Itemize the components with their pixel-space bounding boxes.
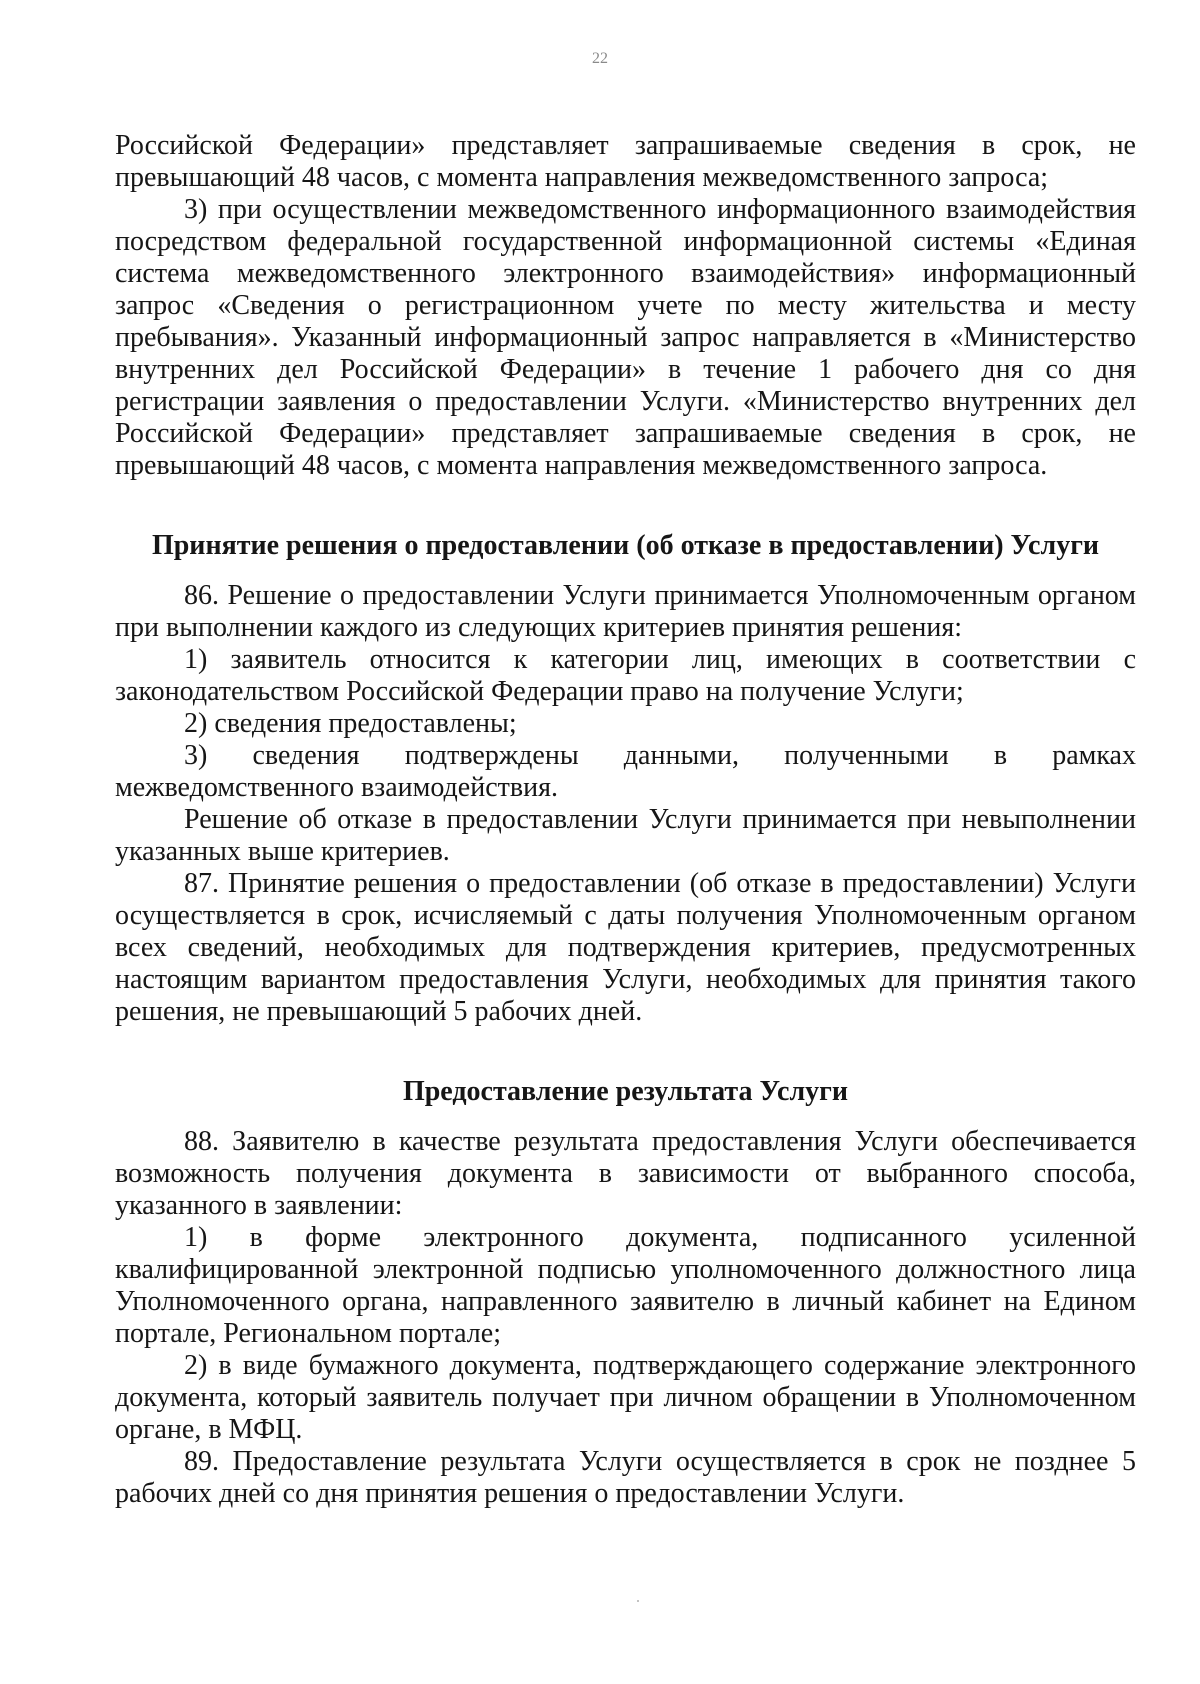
- page-number: 22: [592, 50, 608, 67]
- scan-speck: [637, 1600, 639, 1602]
- section-heading-result: Предоставление результата Услуги: [402, 1076, 849, 1107]
- section-heading-decision: Принятие решения о предоставлении (об отказе в предоставлении) Услуги: [151, 530, 1100, 561]
- paragraph-89: 89. Предоставление результата Услуги осуществляется в срок не позднее 5 рабочих дней со дня принятия решения о предоставлении Услуги.: [115, 1446, 1136, 1509]
- paragraph-refusal: Решение об отказе в предоставлении Услуги принимается при невыполнении указанных выше критериев.: [115, 804, 1136, 867]
- paragraph-86: 86. Решение о предоставлении Услуги принимается Уполномоченным органом при выполнении каждого из следующих критериев принятия решения:: [115, 580, 1136, 643]
- paragraph-86-item-1: 1) заявитель относится к категории лиц, имеющих в соответствии с законодательством Российской Федерации право на получение Услуги;: [115, 644, 1136, 707]
- document-body: [115, 130, 1136, 1510]
- paragraph-88: 88. Заявителю в качестве результата предоставления Услуги обеспечивается возможность получения документа в зависимости от выбранного способа, указанного в заявлении:: [115, 1126, 1136, 1221]
- paragraph-continuation: Российской Федерации» представляет запрашиваемые сведения в срок, не превышающий 48 часов, с момента направления межведомственного запроса;: [115, 130, 1136, 193]
- paragraph-86-item-2: 2) сведения предоставлены;: [184, 708, 517, 739]
- paragraph-87: 87. Принятие решения о предоставлении (об отказе в предоставлении) Услуги осуществляется в срок, исчисляемый с даты получения Уполномоченным органом всех сведений, необходимых для подтверждения критериев, предусмотренных настоящим вариантом предоставления Услуги, необходимых для принятия такого решения, не превышающий 5 рабочих дней.: [115, 868, 1136, 1027]
- paragraph-item-3: 3) при осуществлении межведомственного информационного взаимодействия посредством федеральной государственной информационной системы «Единая система межведомственного электронного взаимодействия» информационный запрос «Сведения о регистрационном учете по месту жительства и месту пребывания». Указанный информационный запрос направляется в «Министерство внутренних дел Российской Федерации» в течение 1 рабочего дня со дня регистрации заявления о предоставлении Услуги. «Министерство внутренних дел Российской Федерации» представляет запрашиваемые сведения в срок, не превышающий 48 часов, с момента направления межведомственного запроса.: [115, 194, 1136, 481]
- paragraph-88-item-1: 1) в форме электронного документа, подписанного усиленной квалифицированной электронной подписью уполномоченного должностного лица Уполномоченного органа, направленного заявителю в личный кабинет на Едином портале, Региональном портале;: [115, 1222, 1136, 1349]
- paragraph-86-item-3: 3) сведения подтверждены данными, полученными в рамках межведомственного взаимодействия.: [115, 740, 1136, 803]
- paragraph-88-item-2: 2) в виде бумажного документа, подтверждающего содержание электронного документа, который заявитель получает при личном обращении в Уполномоченном органе, в МФЦ.: [115, 1350, 1136, 1445]
